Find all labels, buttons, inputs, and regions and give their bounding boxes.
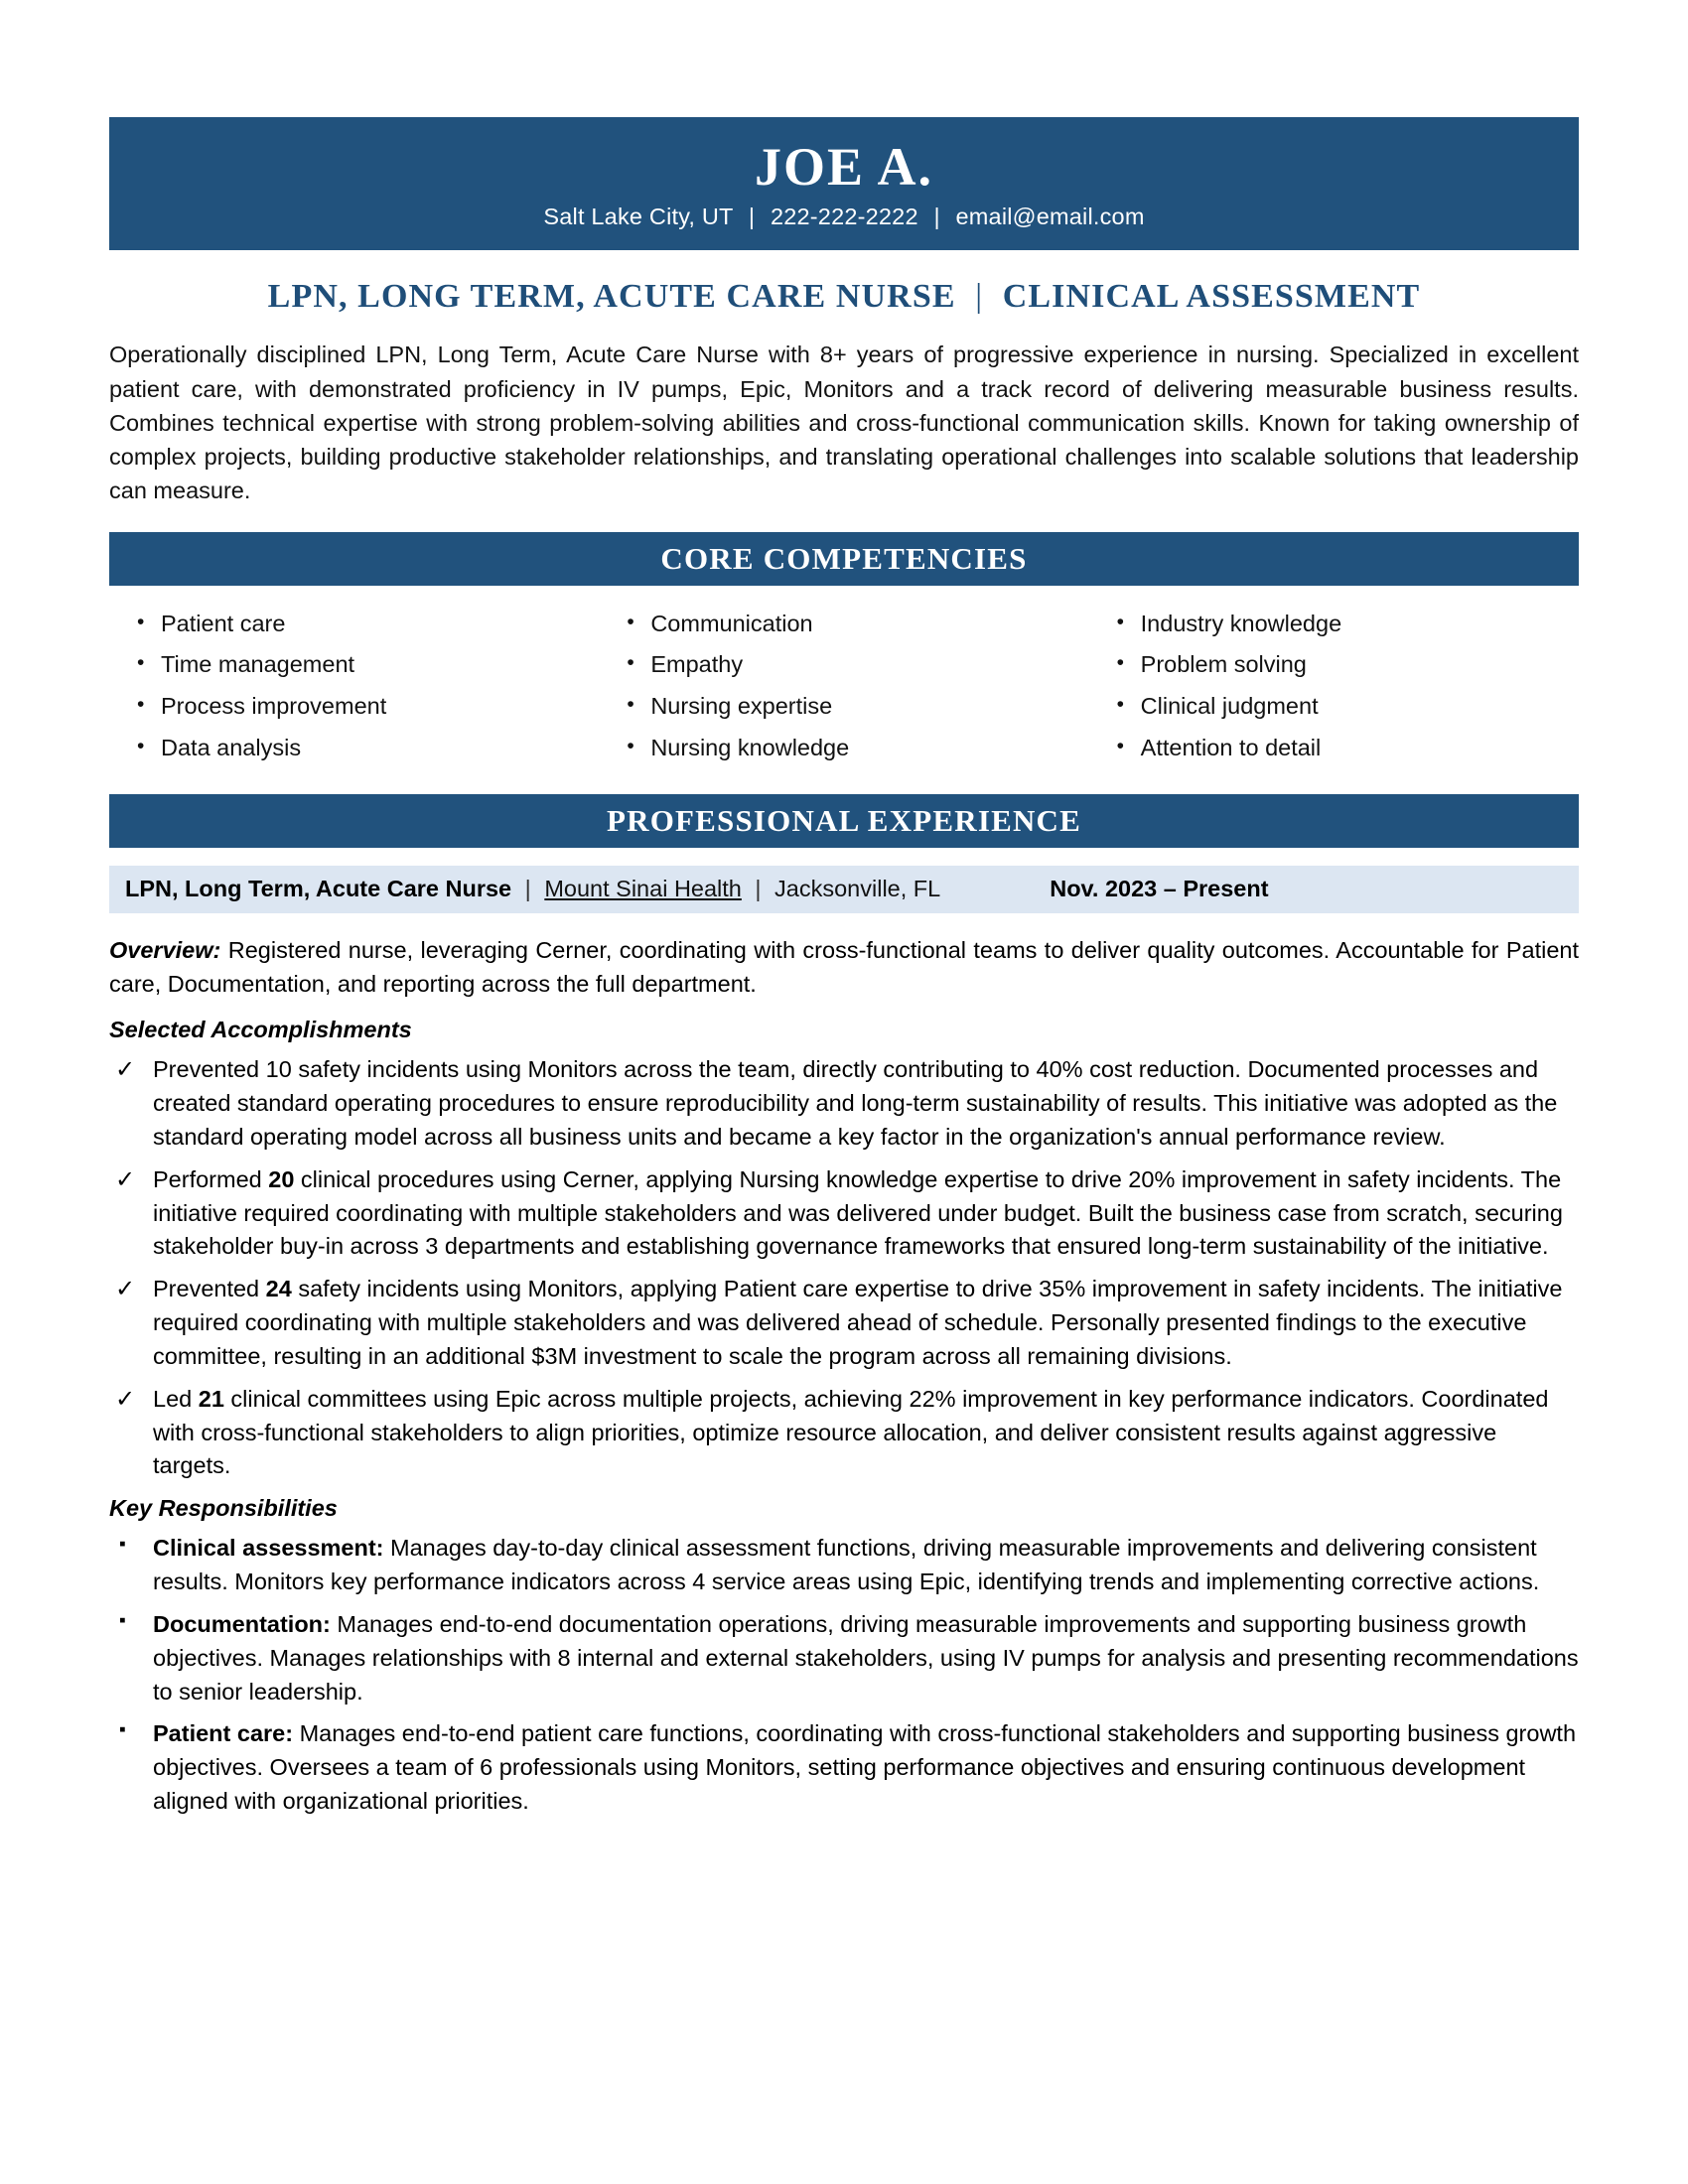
responsibility-text: Manages day-to-day clinical assessment functions, driving measurable improvements and delivering consistent results. Monitors key performance indicators across 4 service areas using Epic, identifying trends and implementing corrective actions. <box>153 1535 1540 1595</box>
bullet-dot-icon: • <box>137 734 145 757</box>
competency-item <box>1111 644 1579 686</box>
contact-separator-1: | <box>748 204 756 230</box>
responsibility-label: Clinical assessment: <box>153 1535 384 1562</box>
bullet-dot-icon: • <box>1116 734 1125 757</box>
competency-item <box>621 604 1088 645</box>
competency-item <box>1111 604 1579 645</box>
accomplishment-item <box>109 1163 1579 1264</box>
contact-location: Salt Lake City, UT <box>543 204 734 230</box>
competency-label: Process improvement <box>161 692 387 719</box>
job-location: Jacksonville, FL <box>774 876 941 902</box>
responsibility-item <box>109 1608 1579 1708</box>
bullet-dot-icon: • <box>1116 692 1125 716</box>
headline-separator: | <box>975 278 984 316</box>
overview-label: Overview: <box>109 937 221 964</box>
professional-headline <box>109 278 1579 316</box>
bullet-dot-icon: • <box>627 610 634 633</box>
competency-item <box>131 644 599 686</box>
accomplishment-text-post: safety incidents using Monitors, applying Patient care expertise to drive 35% improvement in safety incidents. The initiative required coordinating with multiple stakeholders and was delivered ahead of schedule. Personally presented findings to the executive committee, resulting in an additional $3M investment to scale the program across all remaining divisions. <box>153 1276 1563 1369</box>
bullet-dot-icon: • <box>1116 610 1125 633</box>
job-dates: Nov. 2023 – Present <box>1050 876 1269 902</box>
accomplishments-list <box>109 1053 1579 1483</box>
job-separator-2: | <box>755 876 762 902</box>
responsibility-item <box>109 1532 1579 1599</box>
resume-content <box>109 0 1579 1819</box>
job-company-link[interactable]: Mount Sinai Health <box>544 876 742 902</box>
accomplishment-text-post: clinical procedures using Cerner, applying Nursing knowledge expertise to drive 20% improvement in safety incidents. The initiative required coordinating with multiple stakeholders and was delivered under budget. Built the business case from scratch, securing stakeholder buy-in across 3 departments and establishing governance frameworks that ensured long-term sustainability of the initiative. <box>153 1165 1563 1260</box>
responsibility-text: Manages end-to-end documentation operations, driving measurable improvements and supporting business growth objectives. Manages relationships with 8 internal and external stakeholders, using IV pumps for analysis and presenting recommendations to senior leadership. <box>153 1610 1579 1705</box>
overview-text: Registered nurse, leveraging Cerner, coordinating with cross-functional teams to deliver quality outcomes. Accountable for Patient care, Documentation, and reporting across the full department. <box>109 937 1579 998</box>
responsibility-label: Documentation: <box>153 1610 331 1637</box>
competency-label: Data analysis <box>161 734 302 760</box>
job-separator-1: | <box>524 876 531 902</box>
competency-item <box>621 644 1088 686</box>
selected-accomplishments-heading: Selected Accomplishments <box>109 1017 412 1043</box>
competency-item <box>621 686 1088 728</box>
square-bullet-icon: ▪ <box>119 1534 126 1556</box>
accomplishment-text-pre: Led <box>153 1385 199 1412</box>
competency-label: Problem solving <box>1140 651 1307 678</box>
competency-item <box>131 728 599 769</box>
competency-column-2 <box>599 604 1088 768</box>
contact-phone[interactable]: 222-222-2222 <box>770 204 918 230</box>
accomplishment-metric: 21 <box>198 1385 224 1412</box>
checkmark-icon: ✓ <box>115 1385 136 1413</box>
bullet-dot-icon: • <box>137 610 145 633</box>
competency-column-1 <box>109 604 599 768</box>
job-title: LPN, Long Term, Acute Care Nurse <box>125 876 512 902</box>
competency-item <box>1111 686 1579 728</box>
competency-item <box>131 686 599 728</box>
checkmark-icon: ✓ <box>115 1165 136 1193</box>
competency-label: Patient care <box>161 610 286 636</box>
bullet-dot-icon: • <box>137 692 145 716</box>
competency-label: Clinical judgment <box>1140 692 1319 719</box>
section-header-professional-experience: PROFESSIONAL EXPERIENCE <box>109 794 1579 848</box>
responsibility-text: Manages end-to-end patient care functions, coordinating with cross-functional stakeholders and supporting business growth objectives. Oversees a team of 6 professionals using Monitors, setting performance objectives and ensuring continuous development aligned with organizational priorities. <box>153 1720 1577 1815</box>
competency-item <box>621 728 1088 769</box>
responsibility-item <box>109 1717 1579 1818</box>
competency-item <box>131 604 599 645</box>
competency-label: Communication <box>650 610 813 636</box>
accomplishment-metric: 24 <box>265 1276 292 1302</box>
headline-specialty: CLINICAL ASSESSMENT <box>1002 278 1421 316</box>
checkmark-icon: ✓ <box>115 1276 136 1303</box>
professional-summary: Operationally disciplined LPN, Long Term, Acute Care Nurse with 8+ years of progressive experience in nursing. Specialized in excellent patient care, with demonstrated proficiency in IV pumps, Epic, Monitors and a track record of delivering measurable business results. Combines technical expertise with strong problem-solving abilities and cross-functional communication skills. Known for taking ownership of complex projects, building productive stakeholder relationships, and translating operational challenges into scalable solutions that leadership can measure. <box>109 341 1579 504</box>
accomplishment-item <box>109 1383 1579 1483</box>
competency-label: Industry knowledge <box>1140 610 1342 636</box>
accomplishment-item <box>109 1053 1579 1154</box>
section-header-core-competencies: CORE COMPETENCIES <box>109 532 1579 586</box>
competency-label: Nursing knowledge <box>650 734 850 760</box>
core-competencies-grid <box>109 604 1579 768</box>
responsibility-label: Patient care: <box>153 1720 294 1747</box>
headline-role: LPN, LONG TERM, ACUTE CARE NURSE <box>267 278 956 316</box>
competency-item <box>1111 728 1579 769</box>
name-banner <box>109 117 1579 250</box>
accomplishment-text-pre: Performed <box>153 1165 269 1192</box>
competency-label: Attention to detail <box>1140 734 1322 760</box>
contact-separator-2: | <box>933 204 940 230</box>
bullet-dot-icon: • <box>627 734 634 757</box>
bullet-dot-icon: • <box>627 651 634 675</box>
contact-email[interactable]: email@email.com <box>955 204 1145 230</box>
accomplishment-metric: 20 <box>268 1165 295 1192</box>
key-responsibilities-heading: Key Responsibilities <box>109 1495 338 1522</box>
accomplishment-text-pre: Prevented 10 safety incidents using Monitors across the team, directly contributing to 40% cost reduction. Documented processes and created standard operating procedures to ensure reproducibility and long-term sustainability of results. This initiative was adopted as the standard operating model across all business units and became a key factor in the organization's annual performance review. <box>153 1056 1558 1150</box>
contact-line <box>109 204 1579 230</box>
accomplishment-text-pre: Prevented <box>153 1276 266 1302</box>
competency-column-3 <box>1089 604 1579 768</box>
accomplishment-item <box>109 1273 1579 1373</box>
checkmark-icon: ✓ <box>115 1056 136 1084</box>
square-bullet-icon: ▪ <box>119 1609 126 1631</box>
square-bullet-icon: ▪ <box>119 1719 126 1741</box>
bullet-dot-icon: • <box>627 692 634 716</box>
job-identity <box>125 876 940 902</box>
competency-label: Time management <box>161 651 355 678</box>
bullet-dot-icon: • <box>137 651 145 675</box>
candidate-name: JOE A. <box>754 137 934 197</box>
bullet-dot-icon: • <box>1116 651 1125 675</box>
accomplishment-text-post: clinical committees using Epic across multiple projects, achieving 22% improvement in key performance indicators. Coordinated with cross-functional stakeholders to align priorities, optimize resource allocation, and deliver consistent results against aggressive targets. <box>153 1385 1549 1479</box>
competency-label: Empathy <box>650 651 744 678</box>
responsibilities-list <box>109 1532 1579 1819</box>
job-overview <box>109 933 1579 1001</box>
competency-label: Nursing expertise <box>650 692 833 719</box>
job-header-bar <box>109 866 1579 913</box>
